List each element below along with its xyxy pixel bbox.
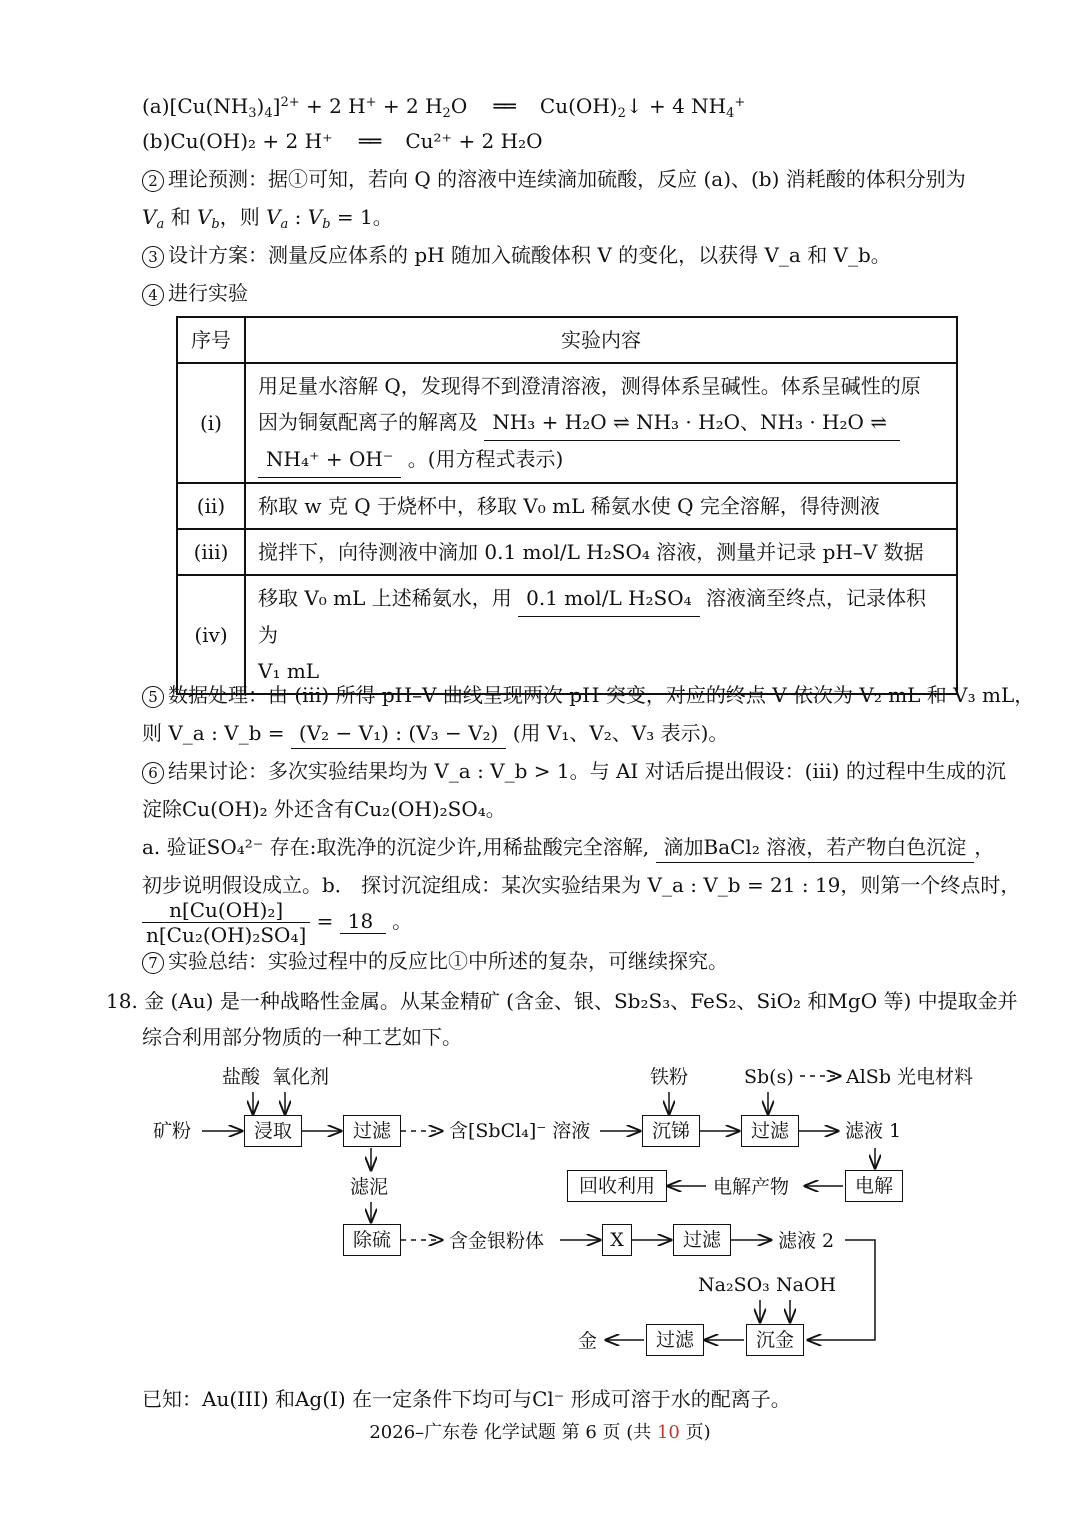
step-number-3: 3 <box>142 246 164 268</box>
step-6b: 初步说明假设成立。b． 探讨沉淀组成：某次实验结果为 V_a : V_b = 21 : 19，则第一个终点时， <box>142 873 1021 897</box>
step-number-5: 5 <box>142 686 164 708</box>
answer-blank: NH₃ + H₂O ⇌ NH₃ · H₂O、NH₃ · H₂O ⇌ <box>484 404 900 441</box>
question-18-line1: 18. 金 (Au) 是一种战略性金属。从某金精矿 (含金、银、Sb₂S₃、FeS₂、SiO₂ 和MgO 等) 中提取金并 <box>106 989 1018 1013</box>
input-naoh: NaOH <box>776 1274 837 1296</box>
row-content: 用足量水溶解 Q，发现得不到澄清溶液，测得体系呈碱性。体系呈碱性的原 因为铜氨配离子的解离及 NH₃ + H₂O ⇌ NH₃ · H₂O、NH₃ · H₂O ⇌ NH₄⁺ + OH⁻ 。(用方程式表示) <box>245 363 957 483</box>
equation-b: (b)Cu(OH)₂ + 2 H⁺ ══ Cu²⁺ + 2 H₂O <box>142 129 543 153</box>
filter-sludge: 滤泥 <box>350 1176 389 1198</box>
step-number-4: 4 <box>142 284 164 306</box>
question-18-line2: 综合利用部分物质的一种工艺如下。 <box>142 1025 462 1049</box>
mole-ratio-fraction: $\frac{\text{n[Cu(OH)₂]}}{\text{n[Cu₂(OH)₂SO₄]}}$ <box>142 898 310 947</box>
box-filter-2: 过滤 <box>741 1115 799 1147</box>
equation-a: $(a)[Cu(NH_3)_4]^{2+} + 2$ H+ + 2 $H_2O$ ══ $Cu(OH)_2↓ + 4$ $NH_4^+$ <box>142 94 746 121</box>
filtrate-2: 滤液 2 <box>778 1230 835 1252</box>
step-2: 2 理论预测：据①可知，若向 Q 的溶液中连续滴加硫酸，反应 (a)、(b) 消耗酸的体积分别为 <box>142 164 966 194</box>
row-content: 移取 V₀ mL 上述稀氨水，用 0.1 mol/L H₂SO₄ 溶液滴至终点，记录体积为 V₁ mL <box>245 575 957 694</box>
answer-blank: NH₄⁺ + OH⁻ <box>258 441 401 478</box>
sb-solid: Sb(s) <box>744 1066 794 1088</box>
answer-blank: 滴加BaCl₂ 溶液，若产物白色沉淀 <box>656 832 975 863</box>
step-2-line2: $V_a$ 和 $V_b$，则 $V_a$ : $V_b = 1$。 <box>142 205 393 232</box>
step-number-6: 6 <box>142 762 164 784</box>
au-ag-powder: 含金银粉体 <box>449 1230 545 1252</box>
step-6a: a. 验证SO₄²⁻ 存在:取洗净的沉淀少许,用稀盐酸完全溶解, 滴加BaCl₂ 溶液，若产物白色沉淀 ， <box>142 832 994 863</box>
box-x: X <box>602 1224 632 1256</box>
step-6: 6 结果讨论：多次实验结果均为 V_a : V_b > 1。与 AI 对话后提出假设：(iii) 的过程中生成的沉 <box>142 756 1006 786</box>
input-hydrochloric-acid: 盐酸 <box>222 1066 261 1088</box>
box-sb-precipitation: 沉锑 <box>642 1115 700 1147</box>
box-desulfurization: 除硫 <box>343 1224 401 1256</box>
box-gold-precipitation: 沉金 <box>746 1324 804 1356</box>
page-footer: 2026–广东卷 化学试题 第 6 页 (共 10 页) <box>369 1422 711 1443</box>
electrolysis-product: 电解产物 <box>713 1176 790 1198</box>
box-electrolysis: 电解 <box>845 1170 903 1202</box>
step-number-2: 2 <box>142 170 164 192</box>
row-no: (iv) <box>177 575 245 694</box>
step-5: 5 数据处理：由 (iii) 所得 pH–V 曲线呈现两次 pH 突变，对应的终点 V 依次为 V₂ mL 和 V₃ mL， <box>142 680 1034 710</box>
box-leaching: 浸取 <box>244 1115 302 1147</box>
header-content: 实验内容 <box>245 317 957 363</box>
start-ore-powder: 矿粉 <box>153 1120 192 1142</box>
step-7: 7 实验总结：实验过程中的反应比①中所述的复杂，可继续探究。 <box>142 946 728 976</box>
row-no: (ii) <box>177 483 245 529</box>
step-number-7: 7 <box>142 952 164 974</box>
row-no: (i) <box>177 363 245 483</box>
input-na2so3: Na₂SO₃ <box>698 1274 770 1296</box>
row-content: 搅拌下，向待测液中滴加 0.1 mol/L H₂SO₄ 溶液，测量并记录 pH–V 数据 <box>245 529 957 575</box>
header-no: 序号 <box>177 317 245 363</box>
answer-blank: (V₂ − V₁) : (V₃ − V₂) <box>291 718 506 749</box>
known-condition: 已知：Au(III) 和Ag(I) 在一定条件下均可与Cl⁻ 形成可溶于水的配离子。 <box>142 1387 791 1411</box>
step-3: 3 设计方案：测量反应体系的 pH 随加入硫酸体积 V 的变化，以获得 V_a 和 V_b。 <box>142 240 891 270</box>
box-filter-3: 过滤 <box>673 1224 731 1256</box>
product-gold: 金 <box>578 1330 598 1352</box>
box-filter-1: 过滤 <box>343 1115 401 1147</box>
box-recycle: 回收利用 <box>567 1170 667 1202</box>
row-content: 称取 w 克 Q 于烧杯中，移取 V₀ mL 稀氨水使 Q 完全溶解，得待测液 <box>245 483 957 529</box>
input-oxidant: 氧化剂 <box>272 1066 330 1088</box>
step-6-line2: 淀除Cu(OH)₂ 外还含有Cu₂(OH)₂SO₄。 <box>142 797 506 821</box>
step-5-line2: 则 V_a : V_b = (V₂ − V₁) : (V₃ − V₂) (用 V₁、V₂、V₃ 表示)。 <box>142 718 728 749</box>
row-no: (iii) <box>177 529 245 575</box>
filtrate-1: 滤液 1 <box>845 1120 902 1142</box>
sbcl4-solution: 含[SbCl₄]⁻ 溶液 <box>449 1120 591 1142</box>
step-4: 4 进行实验 <box>142 278 248 308</box>
box-filter-4: 过滤 <box>646 1324 704 1356</box>
answer-blank: 0.1 mol/L H₂SO₄ <box>518 580 700 617</box>
input-iron-powder: 铁粉 <box>650 1066 689 1088</box>
answer-blank: 18 <box>340 909 386 934</box>
alsb-material: AlSb 光电材料 <box>846 1066 974 1088</box>
fraction-line: $\frac{\text{n[Cu(OH)₂]}}{\text{n[Cu₂(OH)₂SO₄]}}$ = 18 。 <box>142 898 412 947</box>
